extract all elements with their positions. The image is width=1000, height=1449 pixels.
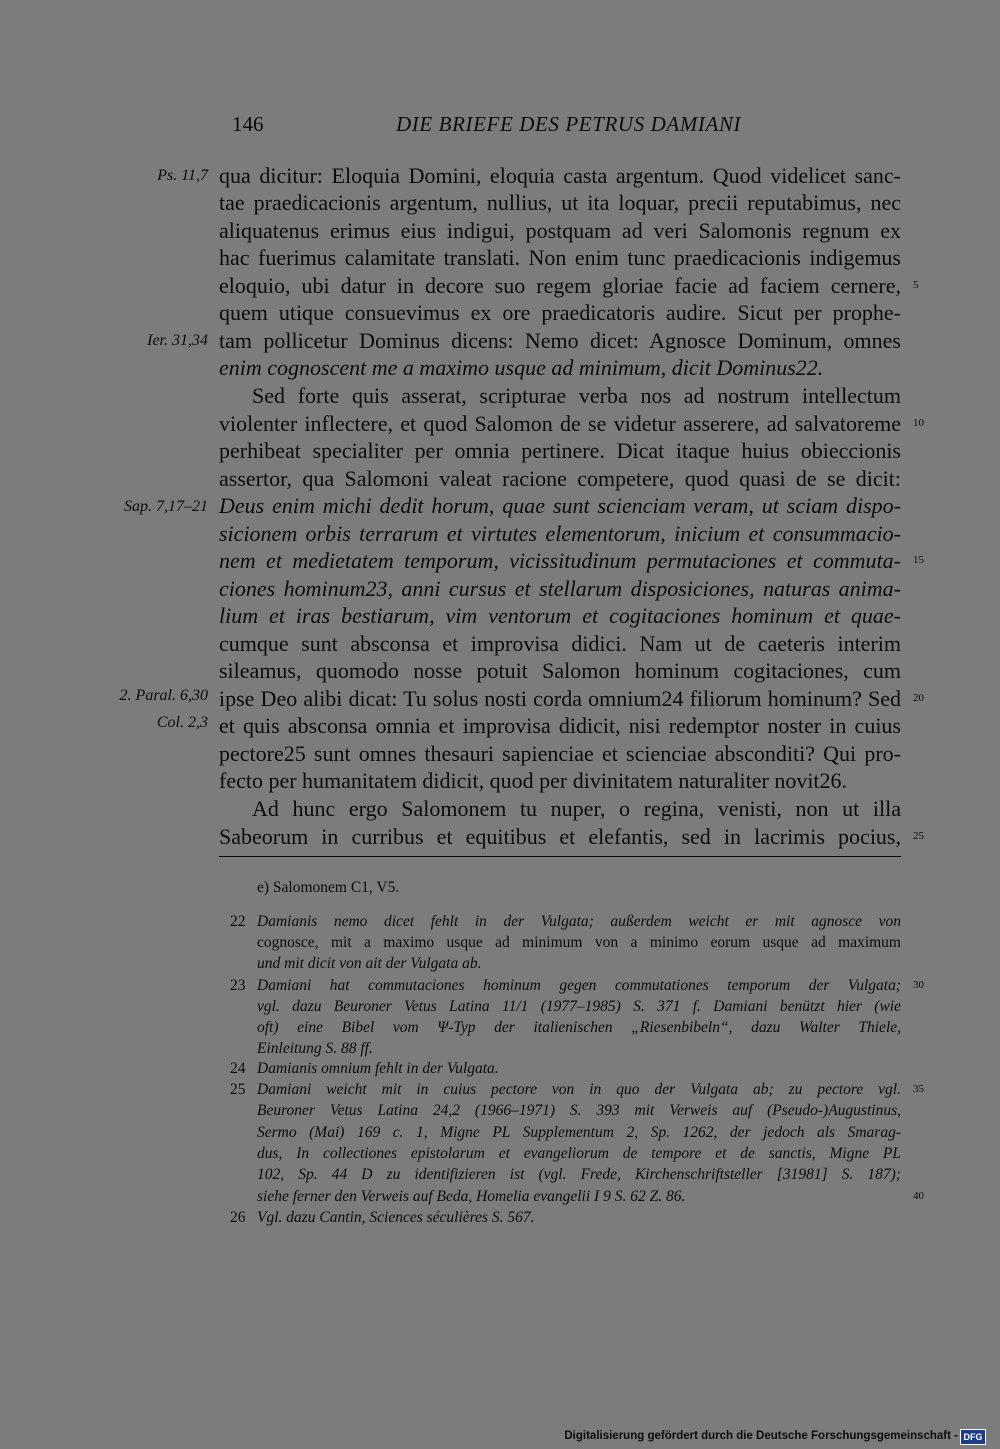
body-line: Ad hunc ergo Salomonem tu nuper, o regina, venisti, non ut illa — [252, 796, 901, 821]
footnote-line-number: 40 — [913, 1190, 924, 1202]
digitization-credit: Digitalisierung gefördert durch die Deutsche Forschungsgemeinschaft - — [564, 1430, 958, 1442]
body-line: sileamus, quomodo nosse potuit Salomon hominum cogitaciones, cum — [219, 658, 901, 683]
body-line: ciones hominum23, anni cursus et stellarum disposiciones, naturas anima- — [219, 576, 901, 601]
footnote-number: 25 — [230, 1081, 246, 1098]
body-line: cumque sunt absconsa et improvisa didici. Nam ut de caeteris interim — [219, 631, 901, 656]
footnote-number: 26 — [230, 1209, 246, 1226]
footnote-line: vgl. dazu Beuroner Vetus Latina 11/1 (1977–1985) S. 371 f. Damiani benützt hier (wie — [257, 998, 901, 1015]
body-line: tae praedicacionis argentum, nullius, ut ita loquar, precii reputabimus, nec — [219, 190, 901, 215]
footnote-line: Damiani weicht mit in cuius pectore von in quo der Vulgata ab; zu pectore vgl. — [257, 1081, 901, 1098]
footnote-line: Damianis omnium fehlt in der Vulgata. — [257, 1060, 499, 1077]
body-line: Deus enim michi dedit horum, quae sunt scienciam veram, ut sciam dispo- — [219, 493, 901, 518]
footnote-rule — [219, 856, 901, 857]
footnote-line: Sermo (Mai) 169 c. 1, Migne PL Supplementum 2, Sp. 1262, der jedoch als Smarag- — [257, 1124, 901, 1141]
body-line: enim cognoscent me a maximo usque ad minimum, dicit Dominus22. — [219, 355, 824, 380]
body-line: perhibeat specialiter per omnia pertinere. Dicat itaque huius obieccionis — [219, 438, 901, 463]
body-line: hac fuerimus calamitate translati. Non enim tunc praedicacionis indigemus — [219, 245, 901, 270]
footnote-line: Beuroner Vetus Latina 24,2 (1966–1971) S. 393 mit Verweis auf (Pseudo-)Augustinus, — [257, 1102, 901, 1119]
footnote-line: dus, In collectiones epistolarum et evangeliorum de tempore et de sanctis, Migne PL — [257, 1145, 901, 1162]
footnote-line: Damianis nemo dicet fehlt in der Vulgata; außerdem weicht er mit agnosce von — [257, 913, 901, 930]
running-title: DIE BRIEFE DES PETRUS DAMIANI — [396, 112, 742, 136]
margin-ref: Ier. 31,34 — [147, 332, 208, 349]
line-number: 15 — [913, 554, 924, 566]
body-line: assertor, qua Salomoni valeat racione competere, quod quasi de se dicit: — [219, 466, 901, 491]
footnote-line: oft) eine Bibel vom Ψ-Typ der italienischen „Riesenbibeln“, dazu Walter Thiele, — [257, 1019, 901, 1036]
dfg-logo: DFG — [960, 1429, 986, 1445]
footnote-line: Damiani hat commutaciones hominum gegen commutationes temporum der Vulgata; — [257, 977, 901, 994]
body-line: quem utique consuevimus ex ore praedicatoris audire. Sicut per prophe- — [219, 300, 901, 325]
body-line: tam pollicetur Dominus dicens: Nemo dicet: Agnosce Dominum, omnes — [219, 328, 901, 353]
body-line: Sed forte quis asserat, scripturae verba nos ad nostrum intellectum — [252, 383, 901, 408]
margin-ref: Ps. 11,7 — [157, 167, 208, 184]
margin-ref: Sap. 7,17–21 — [124, 498, 208, 515]
footnote-line: Vgl. dazu Cantin, Sciences séculières S. 567. — [257, 1209, 535, 1226]
margin-ref: 2. Paral. 6,30 — [119, 687, 208, 704]
body-line: violenter inflectere, et quod Salomon de se videtur asserere, ad salvatoreme — [219, 411, 901, 436]
body-line: sicionem orbis terrarum et virtutes elementorum, inicium et consummacio- — [219, 521, 901, 546]
body-line: ipse Deo alibi dicat: Tu solus nosti corda omnium24 filiorum hominum? Sed — [219, 686, 901, 711]
line-number: 10 — [913, 417, 924, 429]
body-line: qua dicitur: Eloquia Domini, eloquia casta argentum. Quod videlicet sanc- — [219, 163, 901, 188]
footnote-line: und mit dicit von ait der Vulgata ab. — [257, 955, 482, 972]
margin-ref: Col. 2,3 — [156, 714, 208, 731]
page-number: 146 — [232, 112, 264, 136]
body-line: eloquio, ubi datur in decore suo regem gloriae facie ad faciem cernere, — [219, 273, 901, 298]
footnote-number: 23 — [230, 977, 246, 994]
line-number: 25 — [913, 830, 924, 842]
footnote-line: 102, Sp. 44 D zu identifizieren ist (vgl. Frede, Kirchenschriftsteller [31981] S. 187); — [257, 1166, 901, 1183]
line-number: 20 — [913, 692, 924, 704]
footnote-line: cognosce, mit a maximo usque ad minimum von a minimo eorum usque ad maximum — [257, 934, 901, 951]
footnote-line-number: 35 — [913, 1083, 924, 1095]
body-line: fecto per humanitatem didicit, quod per divinitatem naturaliter novit26. — [219, 768, 848, 793]
body-line: aliquatenus erimus eius indigui, postquam ad veri Salomonis regnum ex — [219, 218, 901, 243]
body-line: pectore25 sunt omnes thesauri sapienciae et scienciae absconditi? Qui pro- — [219, 741, 901, 766]
footnote-line: Einleitung S. 88 ff. — [257, 1040, 373, 1057]
footnote-number: 22 — [230, 913, 246, 930]
apparatus-note: e) Salomonem C1, V5. — [257, 879, 400, 896]
line-number: 5 — [913, 279, 919, 291]
footnote-line: siehe ferner den Verweis auf Beda, Homelia evangelii I 9 S. 62 Z. 86. — [257, 1188, 686, 1205]
body-line: et quis absconsa omnia et improvisa didicit, nisi redemptor noster in cuius — [219, 713, 901, 738]
footnote-line-number: 30 — [913, 979, 924, 991]
body-line: Sabeorum in curribus et equitibus et elefantis, sed in lacrimis pocius, — [219, 824, 901, 849]
body-line: nem et medietatem temporum, vicissitudinum permutaciones et commuta- — [219, 548, 901, 573]
footnote-number: 24 — [230, 1060, 246, 1077]
body-line: lium et iras bestiarum, vim ventorum et cogitaciones hominum et quae- — [219, 603, 901, 628]
